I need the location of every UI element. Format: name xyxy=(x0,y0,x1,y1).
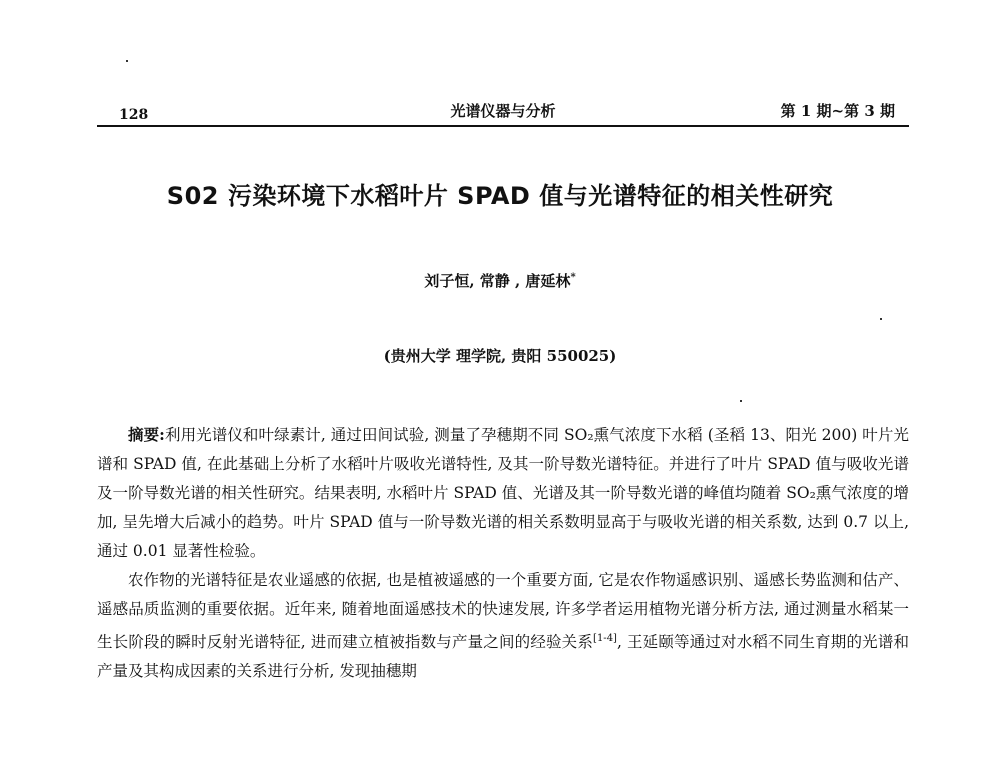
intro-text-part2: , 王延颐等通过对水稻不同生育期的光谱和产量及其构成因素的关系进行分析, 发现抽穗期 xyxy=(97,633,910,681)
issue-info: 第 1 期~第 3 期 xyxy=(780,102,895,120)
corresponding-mark: * xyxy=(570,272,576,283)
abstract-paragraph xyxy=(97,420,909,566)
body-text xyxy=(97,420,909,686)
abstract-text: 利用光谱仪和叶绿素计, 通过田间试验, 测量了孕穗期不同 SO₂熏气浓度下水稻 (圣稻 13、阳光 200) 叶片光谱和 SPAD 值, 在此基础上分析了水稻叶片吸收光谱特性, 及其一阶导数光谱特征。并进行了叶片 SPAD 值与吸收光谱及一阶导数光谱的相关性研究。结果表明, 水稻叶片 SPAD 值、光谱及其一阶导数光谱的峰值均随着 SO₂熏气浓度的增加, 呈先增大后减小的趋势。叶片 SPAD 值与一阶导数光谱的相关系数明显高于与吸收光谱的相关系数, 达到 0.7 以上, 通过 0.01 显著性检验。 xyxy=(97,426,909,560)
journal-name: 光谱仪器与分析 xyxy=(450,102,556,120)
scan-speck xyxy=(880,318,882,320)
affiliation: (贵州大学 理学院, 贵阳 550025) xyxy=(383,347,617,365)
scan-speck xyxy=(740,400,742,402)
citation-ref: [1-4] xyxy=(593,633,617,644)
scan-speck xyxy=(126,60,128,62)
intro-text-part1: 农作物的光谱特征是农业遥感的依据, 也是植被遥感的一个重要方面, 它是农作物遥感识别、遥感长势监测和估产、遥感品质监测的重要依据。近年来, 随着地面遥感技术的快速发展, 许多学者运用植物光谱分析方法, 通过测量水稻某一生长阶段的瞬时反射光谱特征, 进而建立植被指数与产量之间的经验关系 xyxy=(97,571,909,652)
page-header xyxy=(97,97,909,127)
abstract-label: 摘要: xyxy=(128,425,165,444)
author-list xyxy=(0,270,1000,291)
paper-title: S02 污染环境下水稻叶片 SPAD 值与光谱特征的相关性研究 xyxy=(166,182,834,210)
intro-paragraph xyxy=(97,566,909,686)
author-names: 刘子恒, 常静 , 唐延林 xyxy=(424,272,571,290)
page-number: 128 xyxy=(119,107,149,123)
